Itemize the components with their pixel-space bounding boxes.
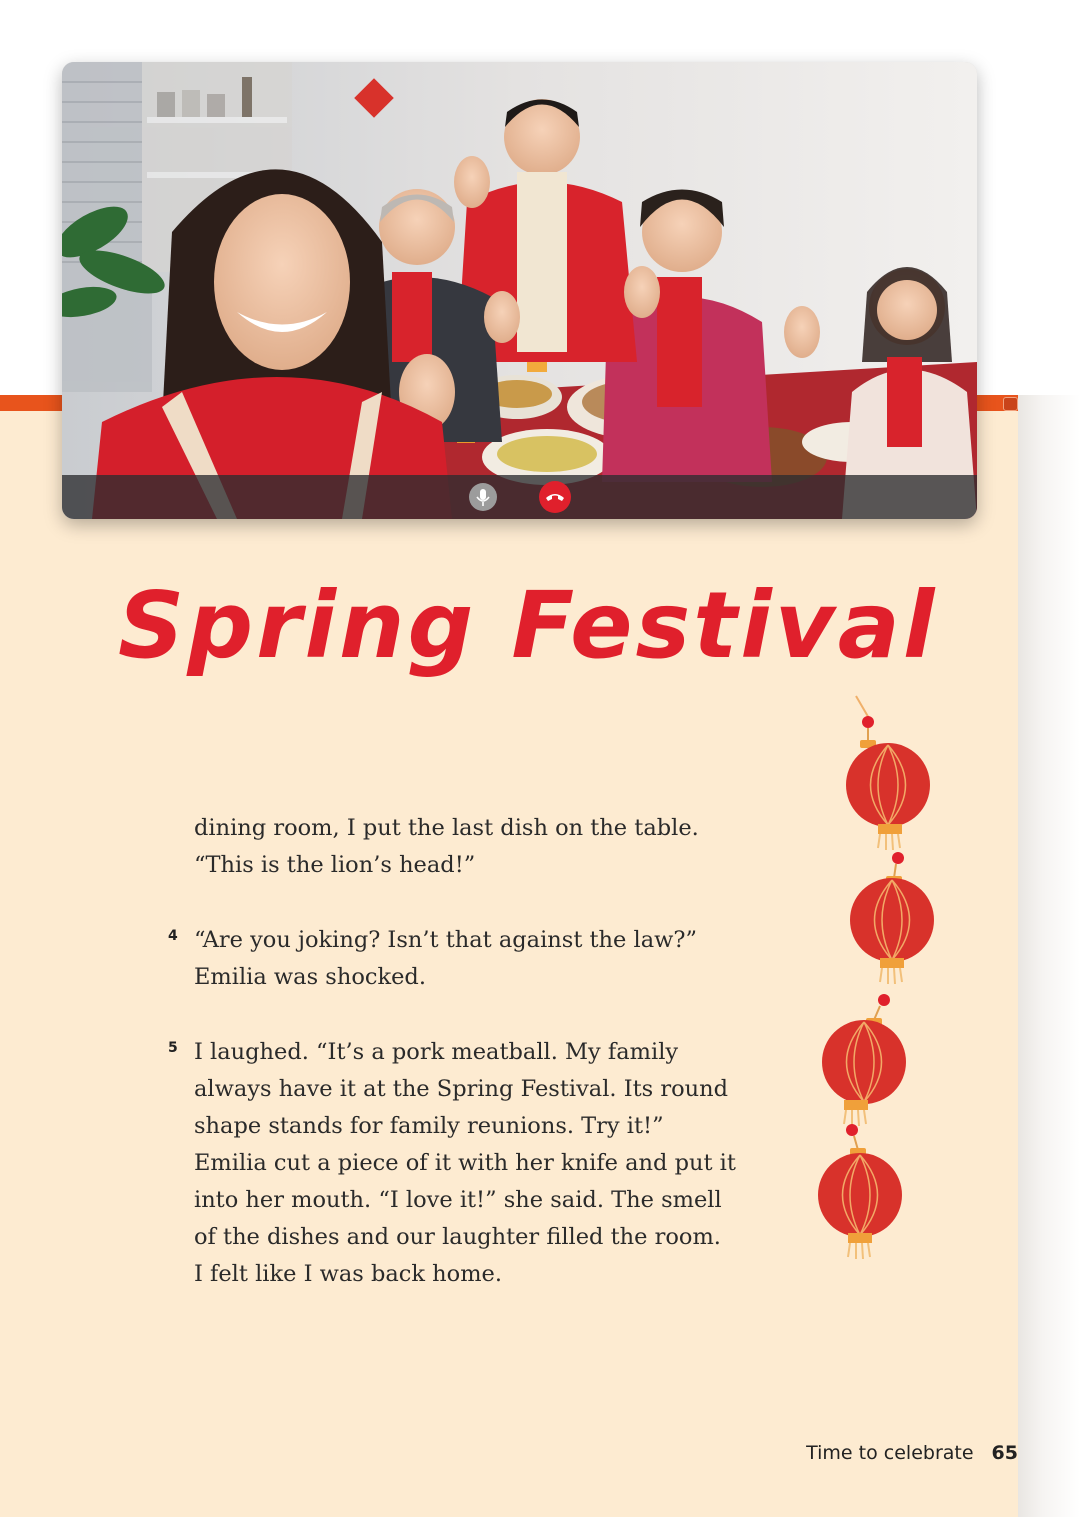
text-line: always have it at the Spring Festival. Its round — [194, 1076, 729, 1102]
story-text — [168, 810, 754, 1331]
paragraph-number: 5 — [168, 1040, 178, 1056]
page-footer — [806, 1442, 1018, 1464]
text-line: I felt like I was back home. — [194, 1261, 503, 1287]
paragraph — [194, 810, 754, 884]
phone-hangup-icon[interactable] — [539, 481, 571, 513]
stripe-end-marker — [1003, 397, 1018, 411]
lantern-decoration — [808, 690, 948, 1260]
microphone-icon[interactable] — [469, 483, 497, 511]
text-line: Emilia cut a piece of it with her knife and put it — [194, 1150, 736, 1176]
text-line: “Are you joking? Isn’t that against the law?” — [194, 927, 697, 953]
paragraph-number: 4 — [168, 928, 178, 944]
paragraph — [168, 922, 754, 996]
text-line: I laughed. “It’s a pork meatball. My family — [194, 1039, 679, 1065]
video-call-photo — [62, 62, 977, 519]
text-line: Emilia was shocked. — [194, 964, 426, 990]
text-line: shape stands for family reunions. Try it!” — [194, 1113, 664, 1139]
text-line: “This is the lion’s head!” — [194, 852, 476, 878]
page-edge — [1018, 395, 1080, 1517]
call-control-bar — [62, 475, 977, 519]
page-number: 65 — [991, 1442, 1018, 1464]
text-line: of the dishes and our laughter filled the room. — [194, 1224, 721, 1250]
family-photo-illustration — [62, 62, 977, 519]
page-title: Spring Festival — [118, 572, 938, 679]
text-line: dining room, I put the last dish on the table. — [194, 815, 699, 841]
section-name: Time to celebrate — [806, 1442, 974, 1464]
text-line: into her mouth. “I love it!” she said. The smell — [194, 1187, 722, 1213]
paragraph — [168, 1034, 754, 1293]
